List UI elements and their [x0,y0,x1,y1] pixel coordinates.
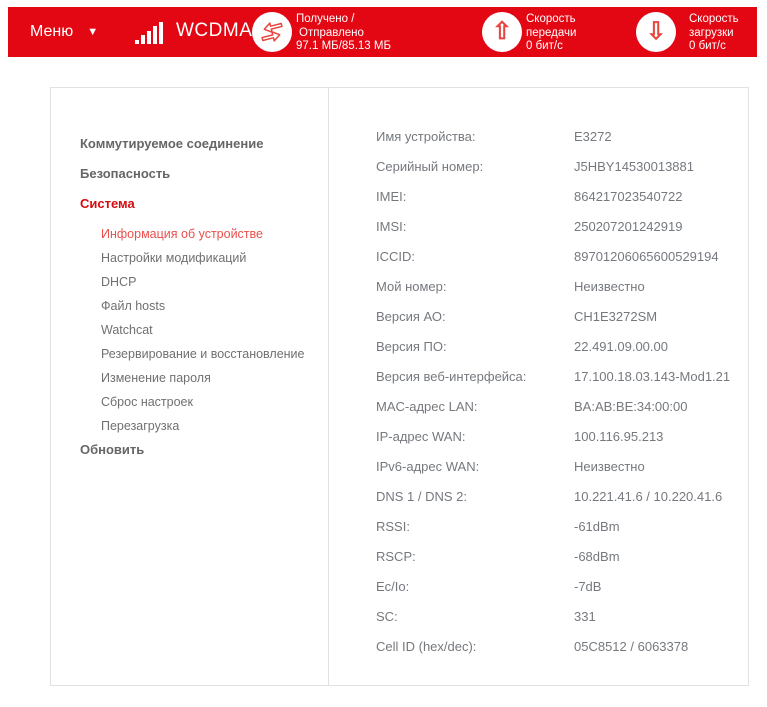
upload-label-line2: передачи [526,26,577,39]
traffic-label-line1: Получено / [296,13,355,25]
info-row-imei [376,189,748,205]
info-value: BA:AB:BE:34:00:00 [574,399,688,414]
info-row-cell-id [376,639,748,655]
info-label: Ec/Io: [376,579,410,594]
info-row-ec-io [376,579,748,595]
info-row-sc [376,609,748,625]
menu-button[interactable] [30,23,98,41]
info-row-software-version [376,339,748,355]
info-label: Имя устройства: [376,129,476,144]
info-label: Cell ID (hex/dec): [376,639,477,654]
sidebar-item-reset-settings[interactable]: Сброс настроек [101,395,193,409]
info-value: CH1E3272SM [574,309,658,324]
content-panel [50,87,749,686]
sidebar-item-system[interactable]: Система [80,196,135,211]
info-value: J5HBY14530013881 [574,159,694,174]
sidebar-item-modification-settings[interactable]: Настройки модификаций [101,251,247,265]
info-label: ICCID: [376,249,415,264]
download-arrow-icon [636,12,676,52]
info-value: E3272 [574,129,612,144]
info-row-wan-ipv6-address [376,459,748,475]
info-label: IPv6-адрес WAN: [376,459,480,474]
download-speed-stat [689,13,739,54]
info-label: IP-адрес WAN: [376,429,466,444]
info-label: Версия АО: [376,309,446,324]
info-value: -68dBm [574,549,620,564]
info-row-webui-version [376,369,748,385]
down-arrow-glyph: ⇩ [645,18,667,45]
info-label: Версия ПО: [376,339,447,354]
upload-speed-stat [526,13,576,54]
sidebar-item-security[interactable]: Безопасность [80,166,171,181]
network-type-label: WCDMA [176,20,253,41]
info-value: 89701206065600529194 [574,249,719,264]
info-label: MAC-адрес LAN: [376,399,478,414]
info-label: IMEI: [376,189,407,204]
sidebar-item-device-information[interactable]: Информация об устройстве [101,227,263,241]
sidebar-item-reboot[interactable]: Перезагрузка [101,419,180,433]
info-value: 100.116.95.213 [574,429,664,444]
signal-strength-icon [135,22,163,44]
info-row-rssi [376,519,748,535]
info-value: Неизвестно [574,279,645,294]
up-arrow-glyph: ⇧ [491,18,513,45]
info-value: 17.100.18.03.143-Mod1.21 [574,369,731,384]
info-value: 250207201242919 [574,219,683,234]
info-row-dns-servers [376,489,748,505]
sidebar-nav [51,88,329,685]
info-row-iccid [376,249,748,265]
sidebar-item-dhcp[interactable]: DHCP [101,275,137,289]
sidebar-item-refresh[interactable]: Обновить [80,442,145,457]
info-value: -7dB [574,579,602,594]
info-value: Неизвестно [574,459,645,474]
sidebar-item-dialup-connection[interactable]: Коммутируемое соединение [80,136,264,151]
header-bar [8,7,757,57]
info-value: 331 [574,609,596,624]
info-value: 10.221.41.6 / 10.220.41.6 [574,489,723,504]
info-value: -61dBm [574,519,620,534]
device-info-list [329,88,748,685]
info-row-device-name [376,129,748,145]
info-row-imsi [376,219,748,235]
info-row-serial-number [376,159,748,175]
sidebar-item-hosts-file[interactable]: Файл hosts [101,299,166,313]
info-row-hardware-version [376,309,748,325]
download-label-line2: загрузки [689,26,734,39]
info-value: 22.491.09.00.00 [574,339,668,354]
info-label: Серийный номер: [376,159,484,174]
sidebar-item-watchcat[interactable]: Watchcat [101,323,153,337]
info-value: 864217023540722 [574,189,683,204]
chevron-down-icon: ▼ [87,26,99,38]
traffic-stat [296,13,391,54]
info-row-rscp [376,549,748,565]
upload-arrow-icon [482,12,522,52]
upload-speed-value: 0 бит/с [526,40,563,52]
info-label: SC: [376,609,398,624]
info-label: RSCP: [376,549,416,564]
info-label: Версия веб-интерфейса: [376,369,527,384]
traffic-label-line2: Отправлено [299,26,364,39]
sidebar-item-backup-restore[interactable]: Резервирование и восстановление [101,347,305,361]
info-row-my-number [376,279,748,295]
info-label: DNS 1 / DNS 2: [376,489,468,504]
menu-label: Меню [30,23,74,40]
transfer-arrows-glyph [257,18,288,46]
info-label: RSSI: [376,519,410,534]
info-row-wan-ip-address [376,429,748,445]
transfer-arrows-icon [252,12,292,52]
sidebar-item-change-password[interactable]: Изменение пароля [101,371,211,385]
info-label: IMSI: [376,219,407,234]
traffic-value: 97.1 МБ/85.13 МБ [296,40,391,52]
download-label-line1: Скорость [689,13,739,25]
download-speed-value: 0 бит/с [689,40,726,52]
upload-label-line1: Скорость [526,13,576,25]
info-row-lan-mac-address [376,399,748,415]
info-label: Мой номер: [376,279,447,294]
info-value: 05C8512 / 6063378 [574,639,689,654]
